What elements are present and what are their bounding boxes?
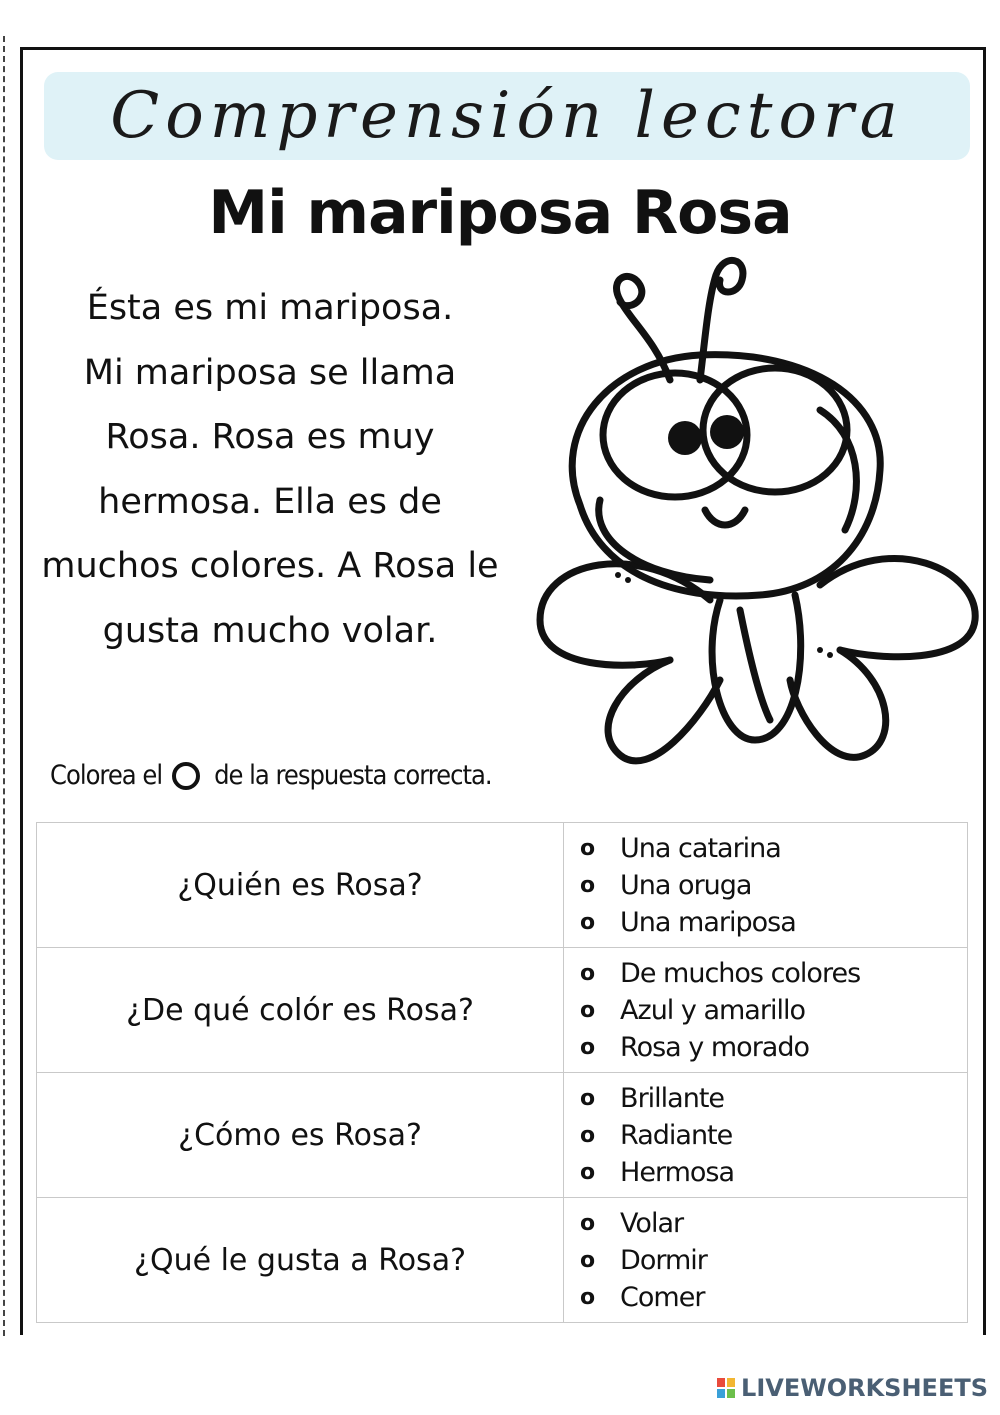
option-label: Volar <box>620 1207 684 1239</box>
radio-bullet[interactable]: o <box>579 997 595 1023</box>
header-banner <box>44 72 970 160</box>
story-line: hermosa. Ella es de <box>98 481 442 522</box>
answer-option[interactable] <box>564 1205 967 1242</box>
answer-option[interactable] <box>564 867 967 904</box>
story-line: Ésta es mi mariposa. <box>86 288 454 328</box>
butterfly-illustration <box>520 240 990 795</box>
radio-bullet[interactable]: o <box>579 1034 595 1060</box>
liveworksheets-logo-icon <box>717 1378 735 1398</box>
answer-option[interactable] <box>564 830 967 867</box>
radio-bullet[interactable]: o <box>579 1284 595 1310</box>
answer-option[interactable] <box>564 904 967 941</box>
worksheet-title: Mi mariposa Rosa <box>208 178 792 248</box>
story-line: muchos colores. A Rosa le <box>41 546 499 586</box>
question-cell: ¿Quién es Rosa? <box>37 823 564 948</box>
instruction-text: Colorea el <box>50 760 163 791</box>
option-label: Una mariposa <box>620 906 796 938</box>
option-label: Azul y amarillo <box>620 994 805 1026</box>
logo-square <box>727 1389 735 1398</box>
banner-title: Comprensión lectora <box>110 79 904 153</box>
logo-square <box>717 1389 725 1398</box>
option-label: Brillante <box>620 1082 725 1114</box>
question-cell: ¿Qué le gusta a Rosa? <box>37 1198 564 1323</box>
options-cell <box>564 1073 968 1198</box>
answer-option[interactable] <box>564 955 967 992</box>
option-label: Una catarina <box>620 832 781 864</box>
instruction <box>50 760 510 791</box>
answer-option[interactable] <box>564 1117 967 1154</box>
logo-square <box>717 1378 725 1387</box>
options-cell <box>564 823 968 948</box>
answer-option[interactable] <box>564 1080 967 1117</box>
radio-bullet[interactable]: o <box>579 1247 595 1273</box>
options-cell <box>564 1198 968 1323</box>
radio-bullet[interactable]: o <box>579 909 595 935</box>
table-row <box>37 948 968 1073</box>
radio-bullet[interactable]: o <box>579 1122 595 1148</box>
option-label: De muchos colores <box>620 957 861 989</box>
option-label: Hermosa <box>620 1156 735 1188</box>
quiz-table <box>36 822 968 1323</box>
radio-bullet[interactable]: o <box>579 960 595 986</box>
table-row <box>37 1073 968 1198</box>
logo-square <box>727 1378 735 1387</box>
radio-bullet[interactable]: o <box>579 1159 595 1185</box>
table-row <box>37 823 968 948</box>
circle-icon <box>172 762 200 790</box>
option-label: Radiante <box>620 1119 733 1151</box>
answer-option[interactable] <box>564 1154 967 1191</box>
story-line: Mi mariposa se llama <box>83 352 457 393</box>
radio-bullet[interactable]: o <box>579 1085 595 1111</box>
answer-option[interactable] <box>564 1029 967 1066</box>
story-line: Rosa. Rosa es muy <box>105 417 435 457</box>
radio-bullet[interactable]: o <box>579 835 595 861</box>
radio-bullet[interactable]: o <box>579 1210 595 1236</box>
option-label: Rosa y morado <box>620 1031 809 1063</box>
brand-name: LIVEWORKSHEETS <box>741 1374 988 1402</box>
question-cell: ¿De qué colór es Rosa? <box>37 948 564 1073</box>
instruction-text-end: de la respuesta correcta. <box>214 760 492 791</box>
question-cell: ¿Cómo es Rosa? <box>37 1073 564 1198</box>
option-label: Comer <box>620 1281 705 1313</box>
story-text <box>30 276 510 663</box>
options-cell <box>564 948 968 1073</box>
answer-option[interactable] <box>564 1242 967 1279</box>
option-label: Dormir <box>620 1244 707 1276</box>
answer-option[interactable] <box>564 1279 967 1316</box>
option-label: Una oruga <box>620 869 752 901</box>
story-line: gusta mucho volar. <box>102 610 438 651</box>
table-row <box>37 1198 968 1323</box>
footer-brand <box>717 1374 988 1402</box>
radio-bullet[interactable]: o <box>579 872 595 898</box>
answer-option[interactable] <box>564 992 967 1029</box>
